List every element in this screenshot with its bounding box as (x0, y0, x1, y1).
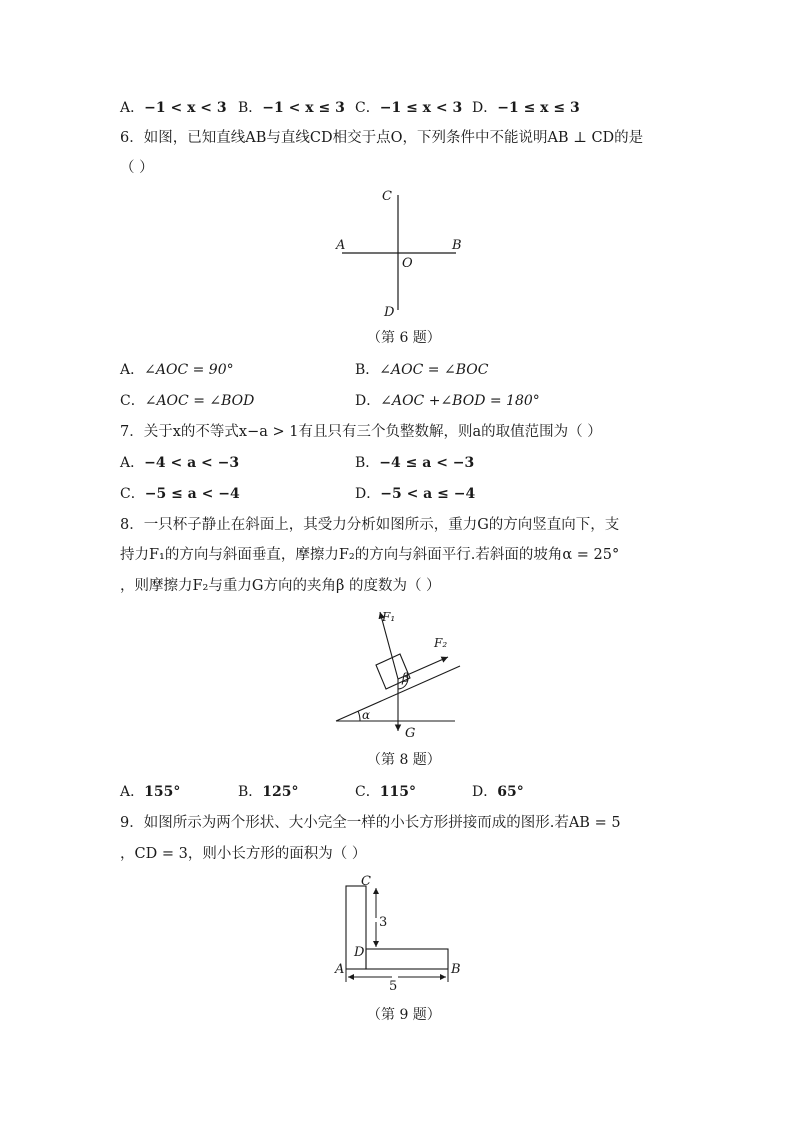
option-text: ∠AOC = ∠BOC (379, 362, 489, 378)
q8-stem-line1: 8．一只杯子静止在斜面上，其受力分析如图所示，重力G的方向竖直向下，支 (120, 517, 620, 533)
q8-stem-line3: ，则摩擦力F₂与重力G方向的夹角β 的度数为（ ） (120, 578, 441, 594)
option-letter: C． (355, 784, 380, 800)
q7-stem: 7．关于x的不等式x−a > 1有且只有三个负整数解，则a的取值范围为（ ） (120, 424, 602, 440)
option-text: ∠AOC +∠BOD = 180° (380, 393, 540, 409)
q5-option-c (355, 98, 462, 118)
q6-option-a (120, 360, 234, 380)
q6-stem-line2: （ ） (120, 160, 154, 176)
option-letter: B． (238, 784, 263, 800)
option-text: ∠AOC = 90° (144, 362, 234, 378)
q8-option-b (238, 782, 299, 802)
q6-figure (330, 185, 470, 320)
q8-figure (330, 603, 470, 745)
q6-option-c (120, 391, 254, 411)
label-b: B (451, 962, 461, 977)
option-letter: C． (120, 486, 145, 502)
q8-caption: （第 8 题） (367, 752, 441, 768)
option-letter: B． (355, 362, 380, 378)
q9-caption: （第 9 题） (367, 1007, 441, 1023)
option-letter: D． (355, 486, 381, 502)
label-o: O (402, 256, 413, 271)
q5-option-d (472, 98, 580, 118)
q8-stem-line2: 持力F₁的方向与斜面垂直，摩擦力F₂的方向与斜面平行.若斜面的坡角α = 25° (120, 547, 620, 563)
option-text: −5 < a ≤ −4 (380, 486, 476, 502)
q7-option-d (355, 484, 475, 504)
option-text: 155° (144, 784, 181, 800)
label-d: D (384, 305, 395, 320)
option-letter: A． (120, 100, 145, 116)
label-c: C (361, 874, 371, 889)
option-text: 65° (497, 784, 524, 800)
q9-stem-line2: ，CD = 3，则小长方形的面积为（ ） (120, 846, 367, 862)
option-letter: A． (120, 455, 145, 471)
label-a: A (336, 238, 346, 253)
q9-stem-line1: 9．如图所示为两个形状、大小完全一样的小长方形拼接而成的图形.若AB = 5 (120, 815, 621, 831)
label-b: B (452, 238, 462, 253)
option-text: −1 < x < 3 (144, 100, 227, 116)
q7-option-b (355, 453, 474, 473)
label-c: C (382, 189, 392, 204)
option-text: 115° (379, 784, 416, 800)
q8-option-d (472, 782, 524, 802)
option-letter: B． (238, 100, 263, 116)
q7-option-c (120, 484, 240, 504)
option-letter: B． (355, 455, 380, 471)
q8-option-a (120, 782, 180, 802)
option-letter: D． (472, 784, 498, 800)
option-text: −5 ≤ a < −4 (144, 486, 240, 502)
angle-alpha-arc (358, 711, 360, 721)
option-text: ∠AOC = ∠BOD (144, 393, 255, 409)
option-letter: C． (355, 100, 380, 116)
label-f1: F₁ (382, 610, 396, 624)
label-alpha: α (362, 708, 371, 722)
q6-caption: （第 6 题） (367, 330, 441, 346)
horizontal-rectangle (366, 949, 448, 969)
q6-stem-line1: 6．如图，已知直线AB与直线CD相交于点O，下列条件中不能说明AB ⊥ CD的是 (120, 130, 644, 146)
label-3: 3 (379, 915, 388, 930)
option-text: −1 < x ≤ 3 (262, 100, 345, 116)
q8-option-c (355, 782, 416, 802)
option-letter: A． (120, 784, 145, 800)
label-5: 5 (389, 979, 398, 994)
q7-option-a (120, 453, 239, 473)
option-letter: D． (355, 393, 381, 409)
option-text: −1 ≤ x < 3 (379, 100, 463, 116)
label-f2: F₂ (434, 636, 448, 650)
q5-option-a (120, 98, 227, 118)
option-letter: A． (120, 362, 145, 378)
label-g: G (405, 726, 416, 741)
option-text: −1 ≤ x ≤ 3 (497, 100, 580, 116)
q5-option-b (238, 98, 345, 118)
label-a: A (335, 962, 345, 977)
option-letter: D． (472, 100, 498, 116)
option-text: −4 < a < −3 (144, 455, 240, 471)
option-letter: C． (120, 393, 145, 409)
option-text: 125° (262, 784, 299, 800)
q6-option-b (355, 360, 488, 380)
label-d: D (354, 945, 365, 960)
label-beta: β (402, 671, 409, 685)
q6-option-d (355, 391, 540, 411)
q9-figure (330, 870, 470, 998)
option-text: −4 ≤ a < −3 (379, 455, 475, 471)
